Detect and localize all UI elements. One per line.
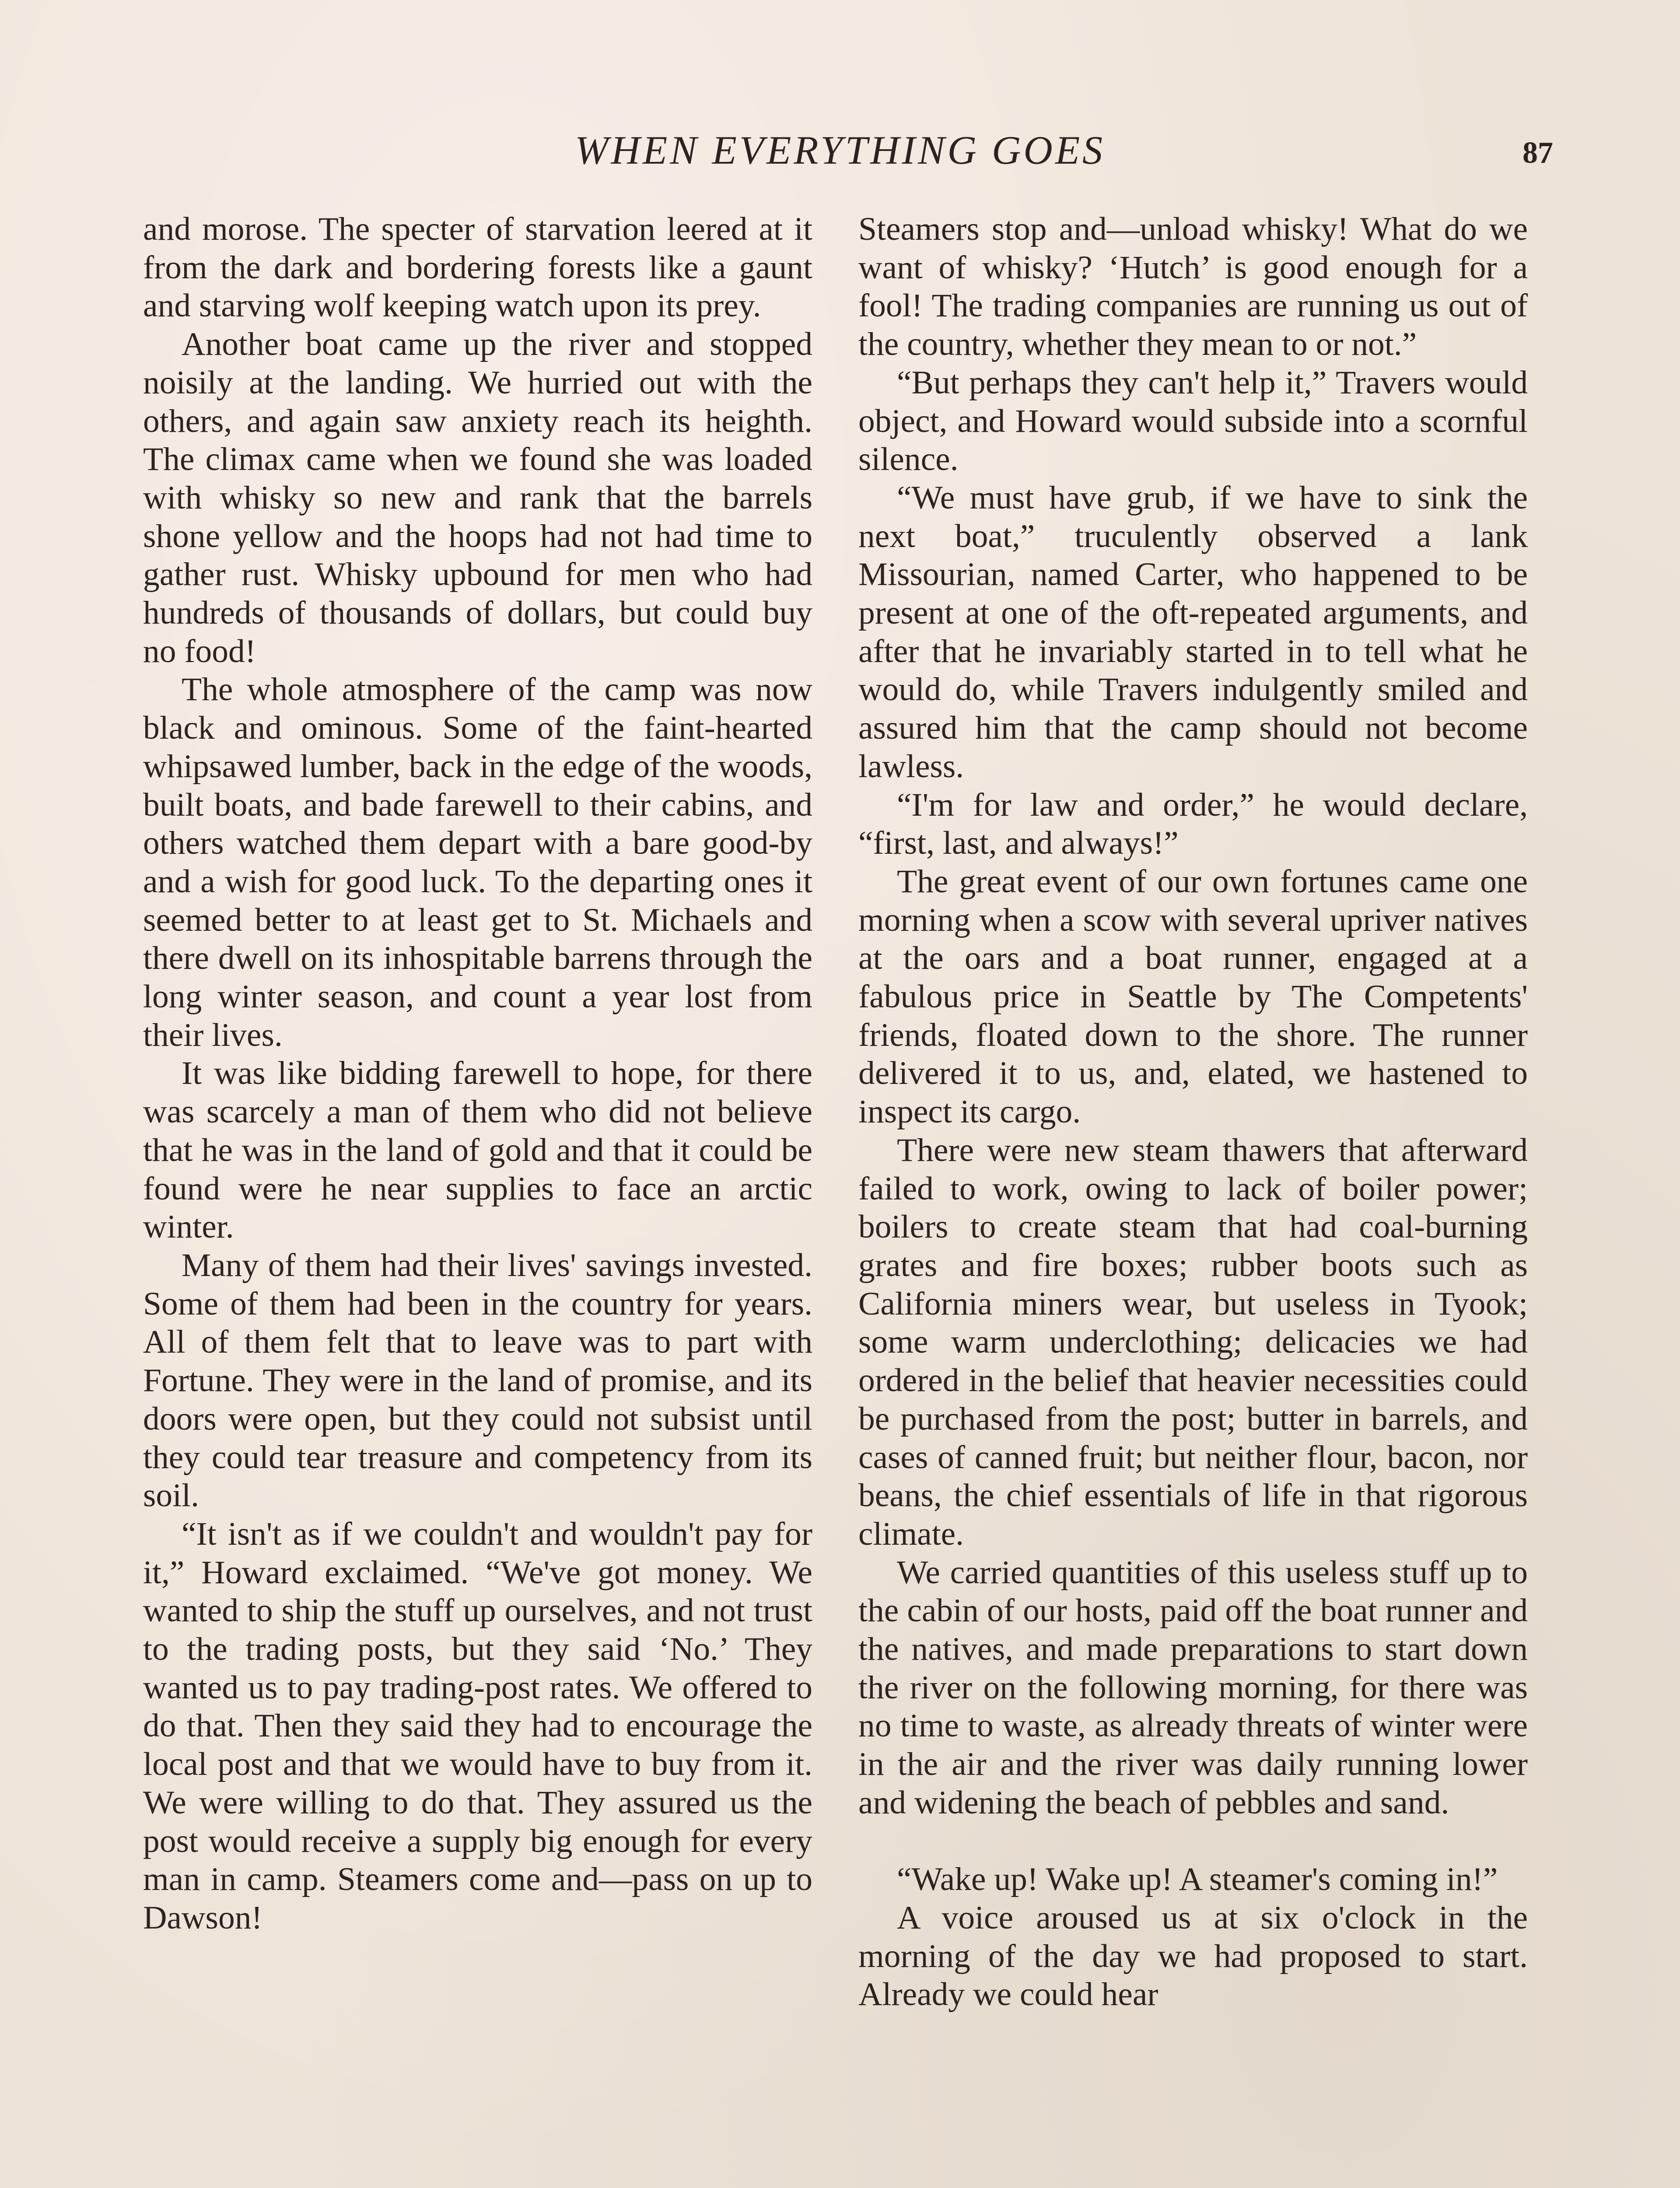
paragraph: “It isn't as if we couldn't and wouldn't pay for it,” Howard exclaimed. “We've got money. We wanted to ship the stuff up ourselves, and not trust to the trading posts, but they said ‘No.’ They wanted us to pay trading-post rates. We offered to do that. Then they said they had to encourage the local post and that we would have to buy from it. We were willing to do that. They assured us the post would receive a supply big enough for every man in camp. Steamers come and—pass on up to Dawson! [143, 1515, 812, 1936]
paragraph: The whole atmosphere of the camp was now black and ominous. Some of the faint-hearted whipsawed lumber, back in the edge of the woods, built boats, and bade farewell to their cabins, and others watched them depart with a bare good-by and a wish for good luck. To the departing ones it seemed better to at least get to St. Michaels and there dwell on its inhospitable barrens through the long winter season, and count a year lost from their lives. [143, 671, 812, 1053]
paragraph: and morose. The specter of starvation leered at it from the dark and bordering forests like a gaunt and starving wolf keeping watch upon its prey. [143, 211, 812, 324]
paragraph: We carried quantities of this useless stuff up to the cabin of our hosts, paid off the boat runner and the natives, and made preparations to start down the river on the following morning, for there was no time to waste, as already threats of winter were in the air and the river was daily running lower and widening the beach of pebbles and sand. [858, 1554, 1528, 1821]
page-number: 87 [1522, 136, 1553, 170]
paragraph: Another boat came up the river and stopped noisily at the landing. We hurried out with the others, and again saw anxiety reach its heighth. The climax came when we found she was loaded with whisky so new and rank that the barrels shone yellow and the hoops had not had time to gather rust. Whisky upbound for men who had hundreds of thousands of dollars, but could buy no food! [143, 326, 812, 670]
paragraph: The great event of our own fortunes came one morning when a scow with several upriver natives at the oars and a boat runner, engaged at a fabulous price in Seattle by The Competents' friends, floated down to the shore. The runner delivered it to us, and, elated, we hastened to inspect its cargo. [858, 863, 1528, 1130]
paragraph: A voice aroused us at six o'clock in the morning of the day we had proposed to start. Already we could hear [858, 1899, 1528, 2013]
paragraph: “We must have grub, if we have to sink the next boat,” truculently observed a lank Missourian, named Carter, who happened to be present at one of the oft-repeated arguments, and after that he invariably started in to tell what he would do, while Travers indulgently smiled and assured him that the camp should not become lawless. [858, 479, 1528, 785]
right-column [858, 210, 1528, 2014]
left-column [143, 210, 812, 1937]
paragraph: Steamers stop and—unload whisky! What do we want of whisky? ‘Hutch’ is good enough for a fool! The trading companies are running us out of the country, whether they mean to or not.” [858, 211, 1528, 363]
paragraph: “But perhaps they can't help it,” Travers would object, and Howard would subside into a scornful silence. [858, 364, 1528, 478]
paragraph: “Wake up! Wake up! A steamer's coming in!” [897, 1861, 1498, 1898]
paragraph: Many of them had their lives' savings invested. Some of them had been in the country for years. All of them felt that to leave was to part with Fortune. They were in the land of promise, and its doors were open, but they could not subsist until they could tear treasure and competency from its soil. [143, 1247, 812, 1514]
paragraph: There were new steam thawers that afterward failed to work, owing to lack of boiler power; boilers to create steam that had coal-burning grates and fire boxes; rubber boots such as California miners wear, but useless in Tyook; some warm underclothing; delicacies we had ordered in the belief that heavier necessities could be purchased from the post; butter in barrels, and cases of canned fruit; but neither flour, bacon, nor beans, the chief essentials of life in that rigorous climate. [858, 1132, 1528, 1552]
paragraph: “I'm for law and order,” he would declare, “first, last, and always!” [858, 786, 1528, 862]
paragraph: It was like bidding farewell to hope, for there was scarcely a man of them who did not believe that he was in the land of gold and that it could be found were he near supplies to face an arctic winter. [143, 1055, 812, 1245]
running-head: WHEN EVERYTHING GOES [574, 128, 1106, 172]
